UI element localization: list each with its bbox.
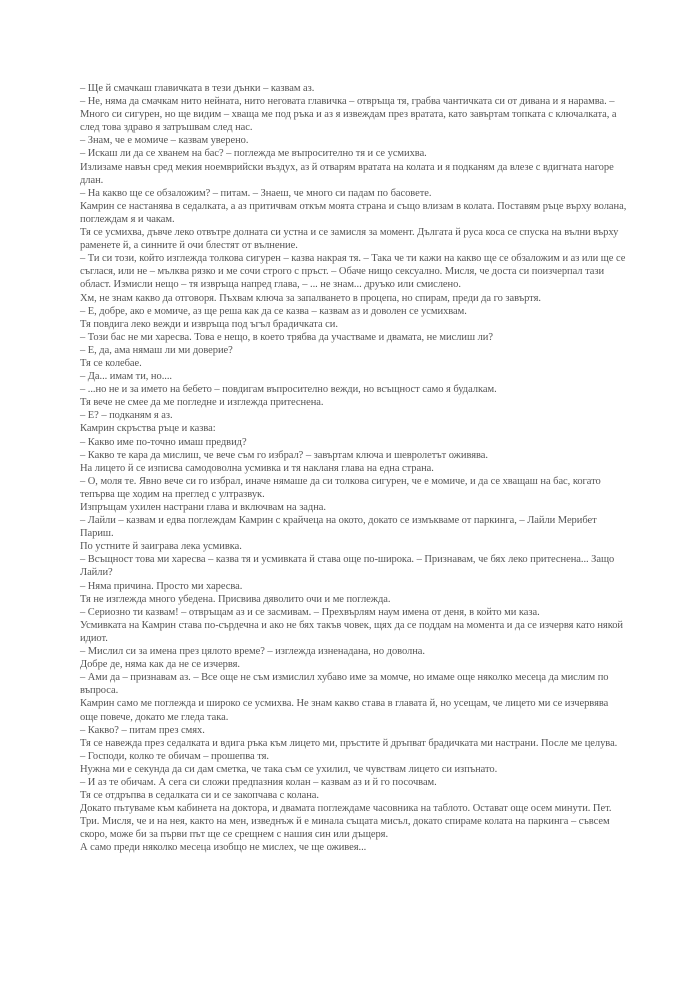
paragraph: Камрин само ме поглежда и широко се усмихва. Не знам какво става в главата й, но усещам, че лицето ми се изчервява още повече, докато ме гледа така. [80, 698, 609, 723]
paragraph: – Господи, колко те обичам – прошепва тя. [80, 750, 269, 762]
paragraph: – Да... имам ти, но.... [80, 371, 172, 383]
paragraph: Камрин се настанява в седалката, а аз притичвам откъм моята страна и също влизам в колата. Поставям ръце върху волана, поглеждам я и чакам. [80, 200, 627, 225]
paragraph: – Ще й смачкаш главичката в тези дънки – казвам аз. [80, 83, 315, 94]
paragraph: – На какво ще се обзаложим? – питам. – Знаеш, че много си падам по басовете. [80, 187, 432, 199]
paragraph: Нужна ми е секунда да си дам сметка, че така съм се ухилил, че чувствам лицето си изпънато. [80, 763, 498, 775]
paragraph: Добре де, няма как да не се изчервя. [80, 659, 241, 671]
paragraph: – Мислил си за имена през цялото време? – изглежда изненадана, но доволна. [80, 646, 425, 658]
paragraph: А само преди няколко месеца изобщо не мислех, че ще оживея... [80, 842, 367, 854]
story-text [80, 82, 628, 855]
paragraph: – Е, да, ама нямаш ли ми доверие? [80, 344, 233, 356]
paragraph: Тя вече не смее да ме погледне и изглежда притеснена. [80, 397, 324, 409]
paragraph: Тя се усмихва, дъвче леко отвътре долната си устна и се замисля за момент. Дългата й руса коса се спуска на вълни върху раменете й, а синните й очи блестят от вълнение. [80, 227, 619, 252]
paragraph: – ...но не и за името на бебето – повдигам въпросително вежди, но всъщност само я будалкам. [80, 384, 497, 396]
paragraph: – Е, добре, ако е момиче, аз ще реша как да се казва – казвам аз и доволен се усмихвам. [80, 305, 467, 317]
paragraph: – Е? – подканям я аз. [80, 410, 173, 422]
paragraph: – Какво те кара да мислиш, че вече съм го избрал? – завъртам ключа и шевролетът оживява. [80, 449, 488, 461]
paragraph: – И аз те обичам. А сега си сложи предпазния колан – казвам аз и й го посочвам. [80, 776, 437, 788]
paragraph: – Какво име по-точно имаш предвид? [80, 436, 247, 448]
paragraph: – Ти си този, който изглежда толкова сигурен – казва накрая тя. – Така че ти кажи на какво ще се обзаложим и аз или ще се съглася, или не – мълква рязко и ме сочи строго с пръст. – Обаче нищо сексуално. Мисля, че доста си поизчерпал тази област. Измисли нещо – тя извръща напред глава, – ... не знам... друъко или смислено. [80, 253, 626, 291]
paragraph: Камрин скръства ръце и казва: [80, 423, 216, 435]
paragraph: – Всъщност това ми харесва – казва тя и усмивката й става още по-широка. – Признавам, че бях леко притеснена... Защо Лайли? [80, 554, 615, 579]
paragraph: Хм, не знам какво да отговоря. Пъхвам ключа за запалването в процепа, но спирам, преди да го завъртя. [80, 292, 541, 304]
paragraph: На лицето й се изписва самодоволна усмивка и тя накланя глава на една страна. [80, 462, 434, 474]
paragraph: Тя не изглежда много убедена. Присвива дяволито очи и ме поглежда. [80, 593, 391, 605]
paragraph: – Ами да – признавам аз. – Все още не съм измислил хубаво име за момче, но имаме още няколко месеца да мислим по въпроса. [80, 672, 609, 697]
paragraph: – Искаш ли да се хванем на бас? – поглежда ме въпросително тя и се усмихва. [80, 148, 427, 160]
paragraph: Докато пътуваме към кабинета на доктора, и двамата поглеждаме часовника на таблото. Остават още осем минути. Пет. Три. Мисля, че и на нея, както на мен, изведнъж й е минала същата мисъл, докато спираме колата на паркинга – съвсем скоро, може би за първи път ще се срещнем с нашия син или дъщеря. [80, 803, 612, 841]
paragraph: – Този бас не ми харесва. Това е нещо, в което трябва да участваме и двамата, не мислиш ли? [80, 331, 493, 343]
paragraph: – О, моля те. Явно вече си го избрал, иначе нямаше да си толкова сигурен, че е момиче, и да се хващаш на бас, когато тепърва ще ходим на преглед с ултразвук. [80, 475, 601, 500]
paragraph: – Сериозно ти казвам! – отвръщам аз и се засмивам. – Прехвърлям наум имена от деня, в който ми каза. [80, 606, 540, 618]
paragraph: – Няма причина. Просто ми харесва. [80, 580, 243, 592]
paragraph: Изпръщам ухилен настрани глава и включвам на задна. [80, 502, 326, 513]
paragraph: Излизаме навън сред мекия ноемврийски въздух, аз й отварям вратата на колата и я подканям да влезе с вдигната нагоре длан. [80, 161, 614, 186]
paragraph: – Какво? – питам през смях. [80, 724, 205, 736]
paragraph: По устните й заиграва лека усмивка. [80, 541, 242, 553]
paragraph: Тя се колебае. [80, 357, 142, 369]
paragraph: Тя се отдръпва в седалката си и се закопчава с колана. [80, 790, 319, 802]
paragraph: Тя повдига леко вежди и извръща под ъгъл брадичката си. [80, 318, 338, 330]
paragraph: Усмивката на Камрин става по-сърдечна и ако не бях такъв човек, щях да се поддам на момента и да се изчервя като някой идиот. [80, 619, 623, 644]
paragraph: – Лайли – казвам и едва поглеждам Камрин с крайчеца на окото, докато се измъкваме от паркинга, – Лайли Мерибет Париш. [80, 515, 597, 540]
paragraph: Тя се навежда през седалката и вдига ръка към лицето ми, пръстите й дръпват брадичката ми настрани. После ме целува. [80, 737, 618, 749]
paragraph: – Знам, че е момиче – казвам уверено. [80, 135, 249, 147]
paragraph: – Не, няма да смачкам нито нейната, нито неговата главичка – отвръща тя, грабва чантичката си от дивана и я нарамва. – Много си сигурен, но ще видим – хваща ме под ръка и аз я извеждам през вратата, като завъртам топката с ключалката, а след това здраво я затръшвам след нас. [80, 96, 617, 134]
